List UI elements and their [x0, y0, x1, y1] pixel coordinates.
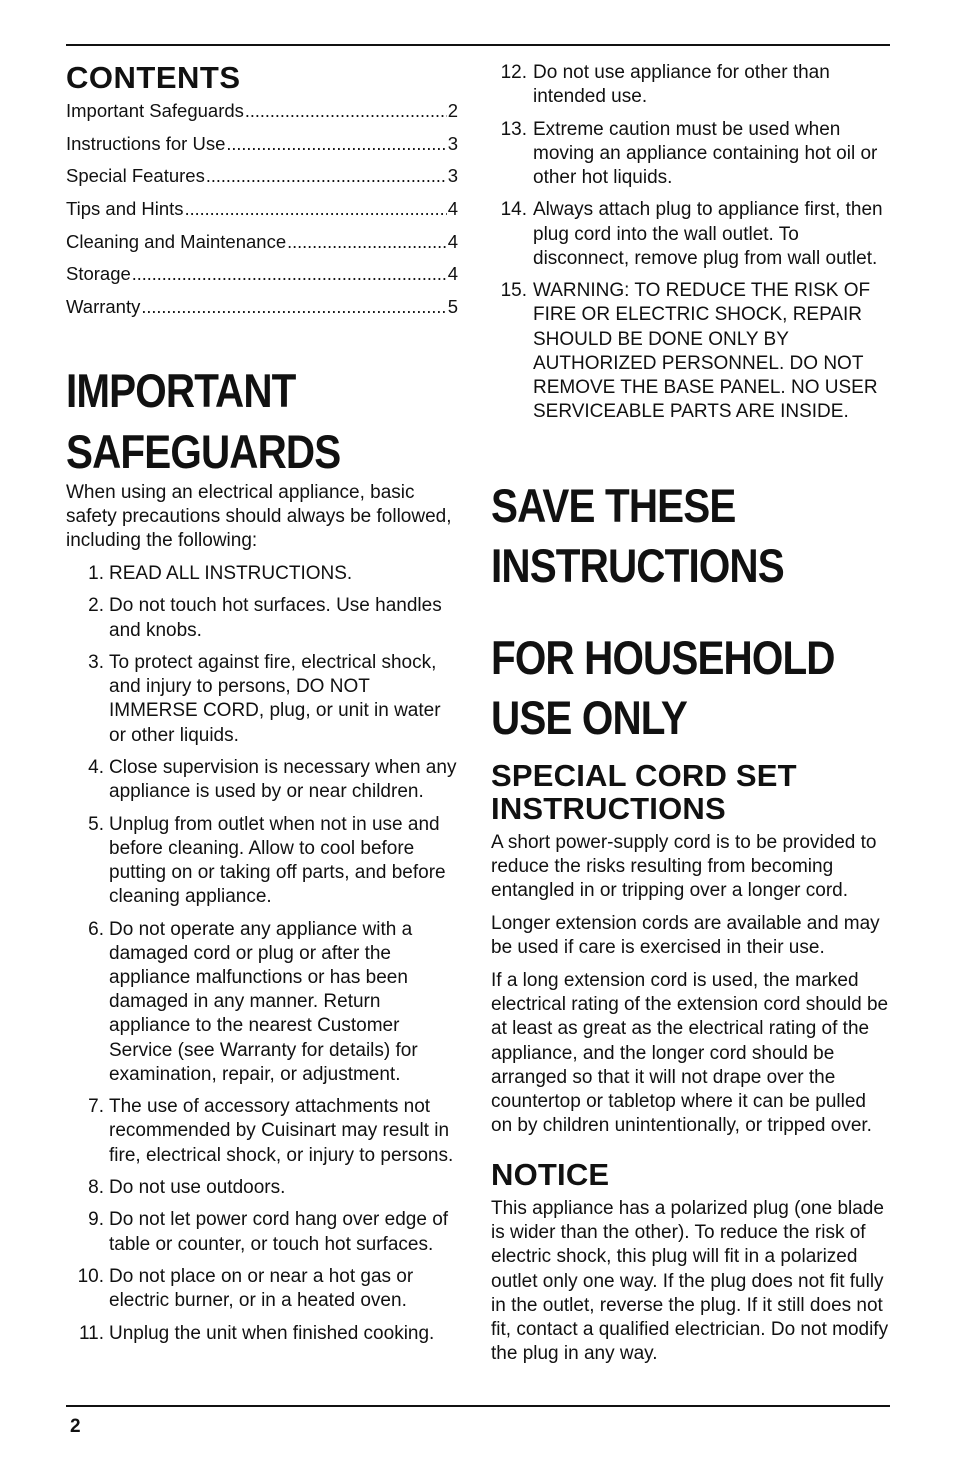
list-item: 14. Always attach plug to appliance first, then plug cord into the wall outlet. To disconnect, remove plug from wall outlet. — [500, 199, 883, 269]
list-item: 11. Unplug the unit when finished cooking. — [78, 1322, 435, 1344]
notice-heading: NOTICE — [491, 1157, 610, 1192]
toc-entry: Cleaning and Maintenance ..... 4 — [66, 231, 458, 264]
cord-heading-line1: SPECIAL CORD SET — [491, 758, 797, 793]
safeguards-heading-line2: SAFEGUARDS — [66, 425, 341, 478]
household-heading-line2: USE ONLY — [491, 691, 688, 744]
table-of-contents — [66, 100, 458, 329]
list-item: 1. READ ALL INSTRUCTIONS. — [88, 563, 353, 584]
list-item: 6. Do not operate any appliance with a damaged cord or plug or after the appliance malfunctions or has been damaged in any manner. Return appliance to the nearest Customer Service (see Warranty for details) for examination, repair, or adjustment. — [88, 918, 418, 1085]
contents-title: CONTENTS — [66, 60, 241, 95]
toc-entry: Storage ..... 4 — [66, 263, 458, 296]
bottom-rule — [66, 1405, 890, 1407]
toc-entry: Instructions for Use ..... 3 — [66, 133, 458, 166]
save-heading-line1: SAVE THESE — [491, 479, 736, 532]
list-item: 15. WARNING: TO REDUCE THE RISK OF FIRE OR ELECTRIC SHOCK, REPAIR SHOULD BE DONE ONLY BY AUTHORIZED PERSONNEL. DO NOT REMOVE THE BASE PANEL. NO USER SERVICEABLE PARTS ARE INSIDE. — [500, 280, 878, 423]
save-heading-line2: INSTRUCTIONS — [491, 539, 784, 592]
cord-paragraph-1: A short power-supply cord is to be provided to reduce the risks resulting from becoming entangled in or tripping over a longer cord. — [491, 832, 877, 902]
cord-paragraph-3: If a long extension cord is used, the marked electrical rating of the extension cord should be at least as great as the electrical rating of the appliance, and the longer cord should be arranged so that it will not drape over the countertop or tabletop where it can be pulled on by children unintentionally, or tripped over. — [491, 970, 889, 1137]
safeguards-list-continued — [489, 61, 883, 433]
cord-heading-line2: INSTRUCTIONS — [491, 791, 726, 826]
list-item: 12. Do not use appliance for other than intended use. — [500, 62, 830, 108]
list-item: 10. Do not place on or near a hot gas or electric burner, or in a heated oven. — [77, 1265, 414, 1312]
list-item: 9. Do not let power cord hang over edge of table or counter, or touch hot surfaces. — [88, 1209, 449, 1255]
list-item: 4. Close supervision is necessary when any appliance is used by or near children. — [88, 756, 457, 803]
toc-entry: Important Safeguards ..... 2 — [66, 100, 458, 133]
cord-paragraph-2: Longer extension cords are available and may be used if care is exercised in their use. — [491, 913, 880, 959]
page-number: 2 — [70, 1416, 81, 1437]
top-rule — [66, 44, 890, 46]
list-item: 7. The use of accessory attachments not recommended by Cuisinart may result in fire, electrical shock, or injury to persons. — [88, 1096, 454, 1166]
household-heading-line1: FOR HOUSEHOLD — [491, 631, 835, 684]
toc-entry: Special Features ..... 3 — [66, 165, 458, 198]
list-item: 3. To protect against fire, electrical shock, and injury to persons, DO NOT IMMERSE CORD, plug, or unit in water or other liquids. — [88, 651, 441, 746]
safeguards-list — [66, 562, 462, 1354]
notice-text: This appliance has a polarized plug (one blade is wider than the other). To reduce the risk of electric shock, this plug will fit in a polarized outlet only one way. If the plug does not fit fully in the outlet, reverse the plug. If it still does not fit, contact a qualified electrician. Do not modify the plug in any way. — [491, 1198, 889, 1365]
toc-entry: Warranty ..... 5 — [66, 296, 458, 329]
list-item: 8. Do not use outdoors. — [88, 1176, 286, 1198]
safeguards-intro: When using an electrical appliance, basic safety precautions should always be followed, including the following: — [66, 482, 452, 552]
safeguards-heading-line1: IMPORTANT — [66, 364, 296, 417]
list-item: 2. Do not touch hot surfaces. Use handles and knobs. — [88, 595, 442, 641]
toc-entry: Tips and Hints ..... 4 — [66, 198, 458, 231]
list-item: 5. Unplug from outlet when not in use and before cleaning. Allow to cool before putting on or taking off parts, and before cleaning appliance. — [88, 813, 446, 908]
list-item: 13. Extreme caution must be used when moving an appliance containing hot oil or other hot liquids. — [500, 118, 878, 188]
